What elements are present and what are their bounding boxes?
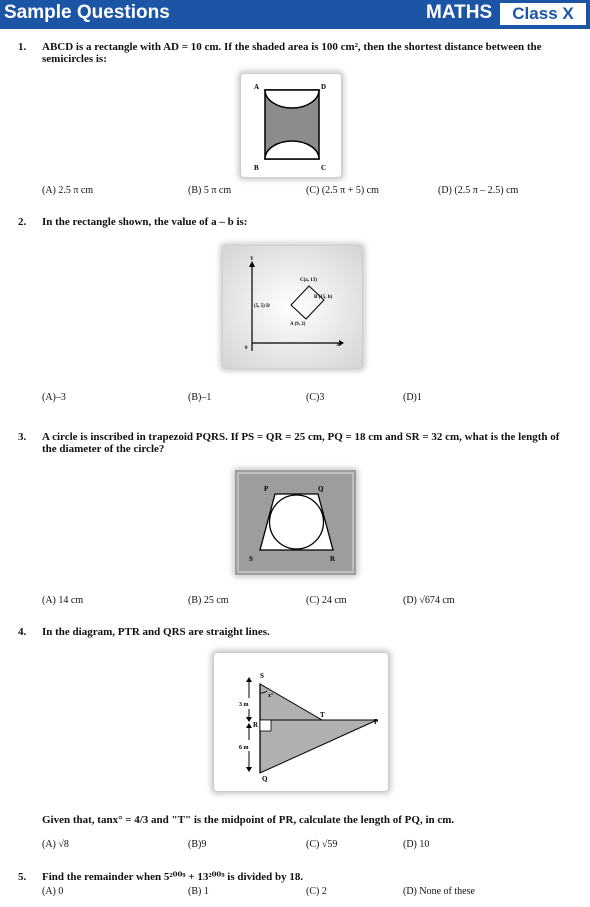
question-number: 5. (18, 871, 27, 883)
vertex-r-label: R (253, 721, 259, 729)
length-6m-label: 6 m (239, 745, 249, 751)
option-c[interactable]: (C) 24 cm (306, 595, 347, 606)
triangles-figure (213, 652, 389, 792)
option-c[interactable]: (C) √59 (306, 839, 338, 850)
vertex-t-label: T (320, 711, 325, 719)
vertex-b-label: B (254, 164, 259, 172)
option-d[interactable]: (D) (2.5 π – 2.5) cm (438, 185, 519, 196)
vertex-c-label: C(a, 13) (300, 278, 317, 283)
option-a[interactable]: (A)–3 (42, 392, 66, 403)
trapezoid-circle-figure (235, 470, 356, 575)
option-b[interactable]: (B) 25 cm (188, 595, 229, 606)
option-b[interactable]: (B)9 (188, 839, 207, 850)
option-d[interactable]: (D) 10 (403, 839, 430, 850)
option-a[interactable]: (A) √8 (42, 839, 69, 850)
length-3m-label: 3 m (239, 702, 249, 708)
question-number: 1. (18, 41, 27, 53)
option-c[interactable]: (C) (2.5 π + 5) cm (306, 185, 379, 196)
question-number: 2. (18, 216, 27, 228)
question-text: In the rectangle shown, the value of a – b is: (42, 216, 248, 228)
option-d[interactable]: (D)1 (403, 392, 422, 403)
vertex-q-label: Q (318, 485, 324, 493)
question-text: In the diagram, PTR and QRS are straight lines. (42, 626, 270, 638)
option-c[interactable]: (C)3 (306, 392, 325, 403)
rectangle-semicircles-figure (240, 73, 342, 178)
vertex-b-label: B (15, b) (314, 295, 333, 300)
header-bar (0, 0, 590, 29)
vertex-s-label: S (260, 672, 264, 680)
vertex-d-label: D (321, 83, 327, 91)
page-title: Sample Questions (4, 2, 170, 23)
option-a[interactable]: (A) 0 (42, 886, 64, 897)
option-b[interactable]: (B)–1 (188, 392, 212, 403)
vertex-a-label: A (254, 83, 260, 91)
vertex-p-label: P (374, 718, 379, 726)
question-text: ABCD is a rectangle with AD = 10 cm. If the shaded area is 100 cm², then the shortest distance between the semicircles is: (42, 41, 542, 65)
x-axis-label: X (336, 343, 340, 348)
option-a[interactable]: (A) 2.5 π cm (42, 185, 94, 196)
y-axis-label: Y (250, 257, 254, 262)
vertex-c-label: C (321, 164, 327, 172)
vertex-a-label: A (9, 2) (290, 322, 306, 327)
origin-label: 0 (245, 346, 248, 351)
question-followup: Given that, tanx° = 4/3 and "T" is the midpoint of PR, calculate the length of PQ, in cm. (42, 814, 455, 826)
option-a[interactable]: (A) 14 cm (42, 595, 84, 606)
angle-x-label: x° (268, 693, 274, 699)
vertex-r-label: R (330, 555, 336, 563)
question-number: 3. (18, 431, 27, 443)
subject-label: MATHS (426, 2, 493, 23)
coordinate-rectangle-figure (222, 245, 363, 369)
vertex-p-label: P (264, 485, 269, 493)
vertex-q-label: Q (262, 775, 268, 783)
question-text: Find the remainder when 5²⁰⁰⁹ + 13²⁰⁰⁹ is divided by 18. (42, 871, 304, 883)
option-d[interactable]: (D) None of these (403, 886, 475, 897)
vertex-d-label: (5, 5) D (254, 304, 270, 309)
option-b[interactable]: (B) 1 (188, 886, 209, 897)
question-text: A circle is inscribed in trapezoid PQRS. If PS = QR = 25 cm, PQ = 18 cm and SR = 32 cm, what is the length of the diameter of the circle? (42, 431, 560, 455)
option-d[interactable]: (D) √674 cm (403, 595, 455, 606)
option-b[interactable]: (B) 5 π cm (188, 185, 232, 196)
class-badge: Class X (500, 3, 586, 25)
vertex-s-label: S (249, 555, 253, 563)
option-c[interactable]: (C) 2 (306, 886, 327, 897)
question-number: 4. (18, 626, 27, 638)
